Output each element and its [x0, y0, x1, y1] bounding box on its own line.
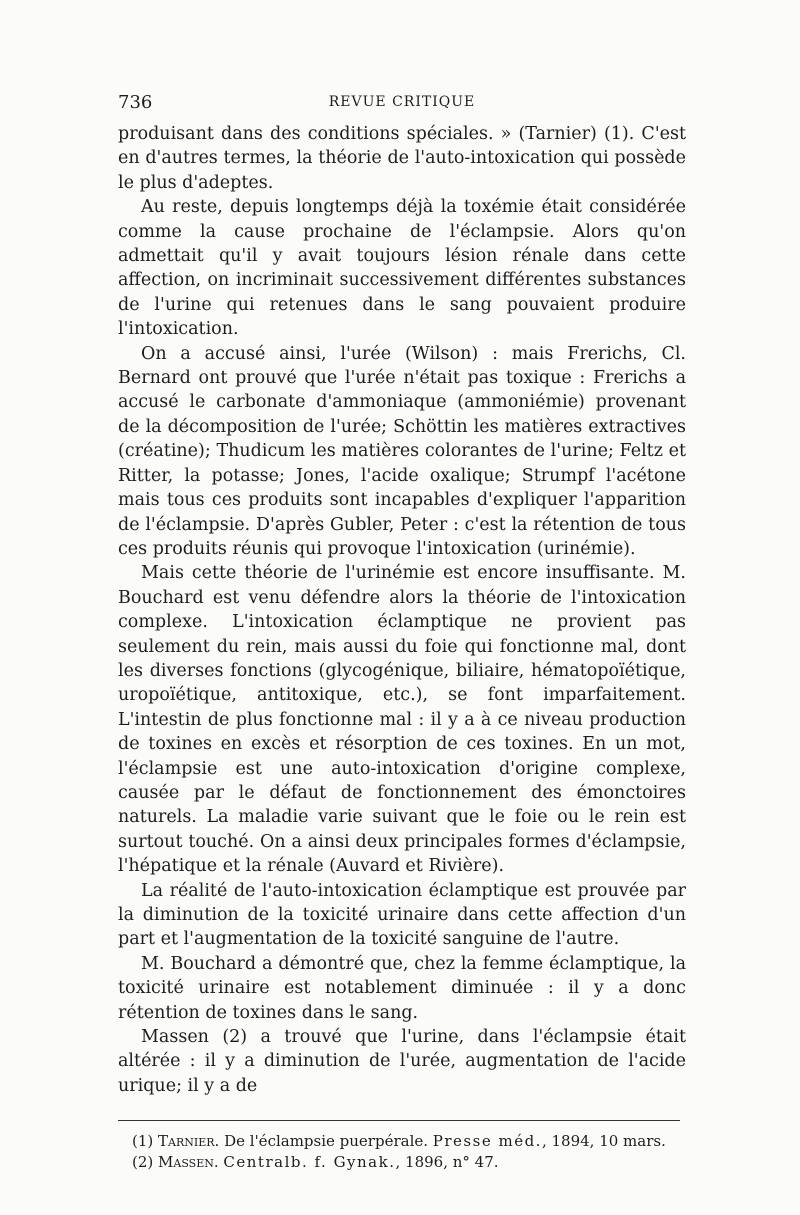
footnotes: [118, 1131, 686, 1173]
page-header: [118, 92, 686, 116]
page: [118, 92, 686, 1173]
footnote: [132, 1152, 686, 1173]
paragraph: M. Bouchard a démontré que, chez la femme éclamptique, la toxicité urinaire est notablement diminuée : il y a donc rétention de toxines dans le sang.: [118, 953, 686, 1023]
paragraph: produisant dans des conditions spéciales. » (Tarnier) (1). C'est en d'autres termes, la théorie de l'auto-intoxication qui possède le plus d'adeptes.: [118, 124, 686, 193]
footnote-journal: Presse méd.: [432, 1132, 542, 1151]
footnote-mark: (2): [132, 1153, 154, 1172]
footnote-title: Centralb. f. Gynak.: [223, 1153, 396, 1172]
footnote-author: Tarnier.: [158, 1132, 220, 1151]
footnote-details: , 1894, 10 mars.: [541, 1132, 666, 1151]
footnote-divider: [118, 1120, 680, 1121]
paragraph: La réalité de l'auto-intoxication éclamptique est prouvée par la diminution de la toxicité urinaire dans cette affection d'un part et l'augmentation de la toxicité sanguine de l'autre.: [118, 880, 686, 950]
page-number: 736: [118, 92, 153, 113]
body-text: [118, 122, 686, 1098]
paragraph: Mais cette théorie de l'urinémie est encore insuffisante. M. Bouchard est venu défendre alors la théorie de l'intoxication complexe. L'intoxication éclamptique ne provient pas seulement du rein, mais aussi du foie qui fonctionne mal, dont les diverses fonctions (glycogénique, biliaire, hématopoïétique, uropoïétique, antitoxique, etc.), se font imparfaitement. L'intestin de plus fonctionne mal : il y a à ce niveau production de toxines en excès et résorption de ces toxines. En un mot, l'éclampsie est une auto-intoxication d'origine complexe, causée par le défaut de fonctionnement des émonctoires naturels. La maladie varie suivant que le foie ou le rein est surtout touché. On a ainsi deux principales formes d'éclampsie, l'hépatique et la rénale (Auvard et Rivière).: [118, 563, 686, 877]
paragraph: On a accusé ainsi, l'urée (Wilson) : mais Frerichs, Cl. Bernard ont prouvé que l'urée n'était pas toxique : Frerichs a accusé le carbonate d'ammoniaque (ammoniémie) provenant de la décomposition de l'urée; Schöttin les matières extractives (créatine); Thudicum les matières colorantes de l'urine; Feltz et Ritter, la potasse; Jones, l'acide oxalique; Strumpf l'acétone mais tous ces produits sont incapables d'expliquer l'apparition de l'éclampsie. D'après Gubler, Peter : c'est la rétention de tous ces produits réunis qui provoque l'intoxication (urinémie).: [118, 343, 686, 559]
footnote-details: , 1896, n° 47.: [395, 1153, 499, 1172]
footnote-title: De l'éclampsie puerpérale.: [224, 1132, 429, 1151]
paragraph: Massen (2) a trouvé que l'urine, dans l'éclampsie était altérée : il y a diminution de l'urée, augmentation de l'acide urique; il y a de: [118, 1027, 686, 1096]
footnote: [132, 1131, 686, 1152]
paragraph: Au reste, depuis longtemps déjà la toxémie était considérée comme la cause prochaine de l'éclampsie. Alors qu'on admettait qu'il y avait toujours lésion rénale dans cette affection, on incriminait successivement différentes substances de l'urine qui retenues dans le sang pouvaient produire l'intoxication.: [118, 197, 686, 340]
footnote-author: Massen.: [158, 1153, 219, 1172]
running-title: REVUE CRITIQUE: [328, 94, 476, 110]
footnote-mark: (1): [132, 1132, 154, 1151]
